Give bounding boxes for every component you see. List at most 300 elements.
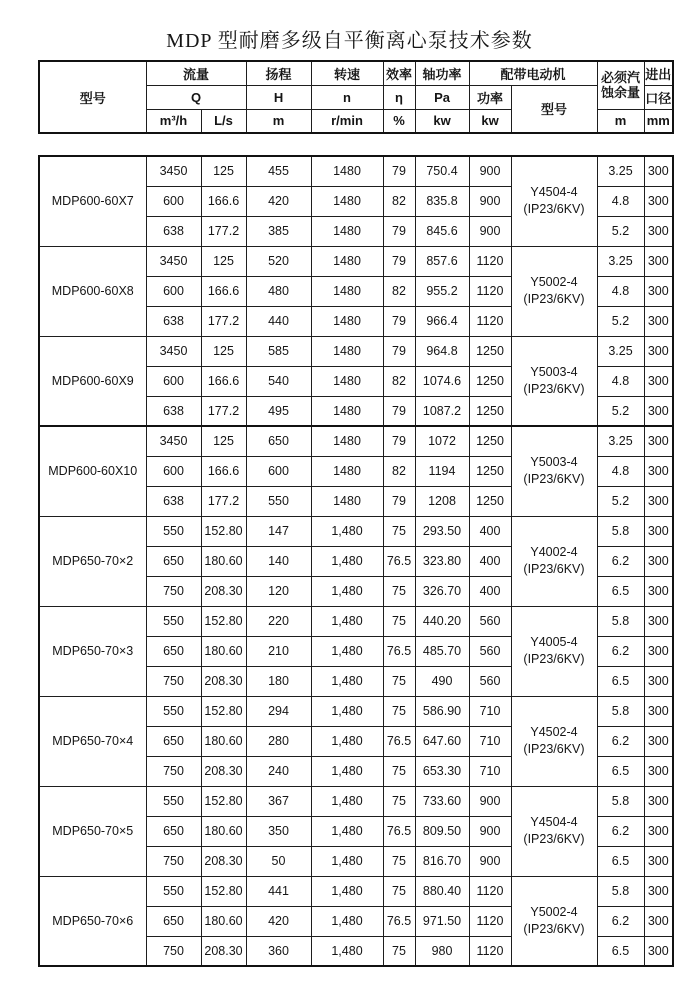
- cell-dia: 300: [644, 936, 673, 966]
- cell-speed: 1480: [311, 486, 383, 516]
- cell-npsh: 4.8: [597, 366, 644, 396]
- cell-dia: 300: [644, 756, 673, 786]
- cell-shaft_kw: 966.4: [415, 306, 469, 336]
- cell-m3h: 650: [146, 816, 201, 846]
- cell-eff: 75: [383, 516, 415, 546]
- cell-speed: 1,480: [311, 936, 383, 966]
- header-row-1: [39, 61, 673, 85]
- cell-dia: 300: [644, 666, 673, 696]
- cell-npsh: 6.5: [597, 756, 644, 786]
- cell-eff: 76.5: [383, 726, 415, 756]
- cell-shaft_kw: 1087.2: [415, 396, 469, 426]
- cell-m3h: 650: [146, 636, 201, 666]
- cell-motor_kw: 1120: [469, 906, 511, 936]
- unit-m3h: m³/h: [146, 109, 201, 133]
- motor-model-text: Y4504-4: [530, 185, 578, 200]
- table-row: [39, 696, 673, 726]
- cell-shaft_kw: 816.70: [415, 846, 469, 876]
- cell-speed: 1,480: [311, 846, 383, 876]
- cell-ls: 166.6: [201, 366, 246, 396]
- table-row: [39, 516, 673, 546]
- flow-symbol: Q: [146, 85, 246, 109]
- table-row: [39, 156, 673, 186]
- cell-eff: 76.5: [383, 636, 415, 666]
- motor-model-cell: [511, 336, 597, 426]
- motor-model-text: Y4502-4: [530, 725, 578, 739]
- cell-motor_kw: 1120: [469, 876, 511, 906]
- cell-shaft_kw: 323.80: [415, 546, 469, 576]
- motor-model-text: Y5002-4: [530, 904, 578, 919]
- cell-eff: 79: [383, 396, 415, 426]
- cell-npsh: 5.8: [597, 606, 644, 636]
- cell-speed: 1,480: [311, 876, 383, 906]
- cell-shaft_kw: 880.40: [415, 876, 469, 906]
- cell-head: 550: [246, 486, 311, 516]
- motor-model-cell: [511, 876, 597, 966]
- cell-motor_kw: 1120: [469, 306, 511, 336]
- cell-ls: 208.30: [201, 936, 246, 966]
- cell-head: 350: [246, 816, 311, 846]
- unit-ls: L/s: [201, 109, 246, 133]
- cell-speed: 1480: [311, 426, 383, 456]
- motor-protection-text: (IP23/6KV): [523, 921, 585, 936]
- npsh-label-line1: 必须汽: [601, 70, 641, 86]
- cell-eff: 76.5: [383, 546, 415, 576]
- cell-motor_kw: 1250: [469, 336, 511, 366]
- cell-ls: 180.60: [201, 906, 246, 936]
- motor-model-cell: [511, 786, 597, 876]
- cell-eff: 75: [383, 846, 415, 876]
- cell-ls: 152.80: [201, 606, 246, 636]
- cell-npsh: 5.8: [597, 516, 644, 546]
- motor-model-label: 型号: [511, 85, 597, 133]
- cell-speed: 1,480: [311, 906, 383, 936]
- cell-ls: 177.2: [201, 396, 246, 426]
- cell-eff: 79: [383, 486, 415, 516]
- cell-ls: 125: [201, 156, 246, 186]
- cell-head: 480: [246, 276, 311, 306]
- cell-eff: 75: [383, 606, 415, 636]
- table-row: [39, 246, 673, 276]
- cell-motor_kw: 560: [469, 666, 511, 696]
- motor-model-cell: [511, 516, 597, 606]
- cell-motor_kw: 560: [469, 636, 511, 666]
- cell-m3h: 638: [146, 486, 201, 516]
- col-header-diameter-line1: 进出: [644, 61, 673, 85]
- cell-npsh: 5.2: [597, 216, 644, 246]
- motor-protection-text: (IP23/6KV): [523, 652, 585, 666]
- cell-eff: 75: [383, 576, 415, 606]
- cell-speed: 1480: [311, 156, 383, 186]
- cell-head: 650: [246, 426, 311, 456]
- col-header-motor: 配带电动机: [469, 61, 597, 85]
- cell-shaft_kw: 733.60: [415, 786, 469, 816]
- cell-motor_kw: 900: [469, 156, 511, 186]
- cell-head: 147: [246, 516, 311, 546]
- cell-motor_kw: 560: [469, 606, 511, 636]
- cell-head: 495: [246, 396, 311, 426]
- cell-eff: 79: [383, 156, 415, 186]
- unit-head: m: [246, 109, 311, 133]
- cell-ls: 152.80: [201, 876, 246, 906]
- cell-m3h: 550: [146, 786, 201, 816]
- cell-head: 220: [246, 606, 311, 636]
- cell-motor_kw: 1250: [469, 456, 511, 486]
- cell-head: 600: [246, 456, 311, 486]
- cell-ls: 125: [201, 336, 246, 366]
- cell-head: 367: [246, 786, 311, 816]
- motor-model-cell: [511, 426, 597, 516]
- cell-motor_kw: 1120: [469, 246, 511, 276]
- cell-eff: 82: [383, 186, 415, 216]
- head-symbol: H: [246, 85, 311, 109]
- col-header-shaft-power: 轴功率: [415, 61, 469, 85]
- cell-dia: 300: [644, 426, 673, 456]
- cell-dia: 300: [644, 246, 673, 276]
- col-header-efficiency: 效率: [383, 61, 415, 85]
- cell-ls: 152.80: [201, 516, 246, 546]
- unit-motor-power: kw: [469, 109, 511, 133]
- cell-ls: 177.2: [201, 216, 246, 246]
- cell-head: 360: [246, 936, 311, 966]
- pump-model-cell: MDP650-70×3: [39, 606, 146, 696]
- motor-protection-text: (IP23/6KV): [523, 832, 585, 846]
- cell-motor_kw: 1250: [469, 366, 511, 396]
- cell-ls: 208.30: [201, 576, 246, 606]
- cell-npsh: 5.2: [597, 486, 644, 516]
- cell-motor_kw: 900: [469, 786, 511, 816]
- cell-eff: 75: [383, 756, 415, 786]
- cell-ls: 125: [201, 246, 246, 276]
- cell-shaft_kw: 485.70: [415, 636, 469, 666]
- cell-npsh: 6.5: [597, 846, 644, 876]
- cell-npsh: 6.2: [597, 906, 644, 936]
- cell-head: 520: [246, 246, 311, 276]
- motor-model-text: Y4005-4: [530, 635, 578, 649]
- cell-eff: 75: [383, 876, 415, 906]
- cell-dia: 300: [644, 576, 673, 606]
- col-header-npsh: [597, 61, 644, 109]
- cell-ls: 125: [201, 426, 246, 456]
- cell-speed: 1480: [311, 186, 383, 216]
- efficiency-symbol: η: [383, 85, 415, 109]
- cell-ls: 180.60: [201, 546, 246, 576]
- cell-ls: 208.30: [201, 846, 246, 876]
- cell-npsh: 3.25: [597, 246, 644, 276]
- cell-dia: 300: [644, 786, 673, 816]
- cell-motor_kw: 1250: [469, 486, 511, 516]
- cell-m3h: 650: [146, 726, 201, 756]
- cell-dia: 300: [644, 846, 673, 876]
- cell-shaft_kw: 440.20: [415, 606, 469, 636]
- cell-dia: 300: [644, 276, 673, 306]
- cell-ls: 180.60: [201, 816, 246, 846]
- cell-motor_kw: 400: [469, 576, 511, 606]
- cell-speed: 1,480: [311, 516, 383, 546]
- motor-model-cell: [511, 606, 597, 696]
- motor-model-cell: [511, 156, 597, 246]
- cell-head: 455: [246, 156, 311, 186]
- cell-eff: 82: [383, 276, 415, 306]
- cell-shaft_kw: 1208: [415, 486, 469, 516]
- cell-motor_kw: 1250: [469, 396, 511, 426]
- cell-motor_kw: 400: [469, 546, 511, 576]
- cell-m3h: 600: [146, 276, 201, 306]
- cell-speed: 1480: [311, 246, 383, 276]
- motor-protection-text: (IP23/6KV): [523, 562, 585, 576]
- cell-speed: 1,480: [311, 666, 383, 696]
- cell-dia: 300: [644, 396, 673, 426]
- cell-head: 420: [246, 906, 311, 936]
- cell-m3h: 600: [146, 366, 201, 396]
- cell-m3h: 650: [146, 546, 201, 576]
- cell-head: 50: [246, 846, 311, 876]
- unit-speed: r/min: [311, 109, 383, 133]
- cell-dia: 300: [644, 696, 673, 726]
- cell-speed: 1,480: [311, 546, 383, 576]
- cell-eff: 82: [383, 366, 415, 396]
- cell-npsh: 3.25: [597, 336, 644, 366]
- pump-model-cell: MDP650-70×4: [39, 696, 146, 786]
- cell-eff: 76.5: [383, 816, 415, 846]
- pump-model-cell: MDP650-70×5: [39, 786, 146, 876]
- cell-ls: 166.6: [201, 276, 246, 306]
- cell-shaft_kw: 326.70: [415, 576, 469, 606]
- pump-model-cell: MDP600-60X10: [39, 426, 146, 516]
- cell-speed: 1,480: [311, 696, 383, 726]
- cell-ls: 180.60: [201, 636, 246, 666]
- motor-protection-text: (IP23/6KV): [523, 381, 585, 396]
- cell-speed: 1,480: [311, 816, 383, 846]
- cell-dia: 300: [644, 726, 673, 756]
- cell-head: 280: [246, 726, 311, 756]
- cell-shaft_kw: 1072: [415, 426, 469, 456]
- cell-shaft_kw: 955.2: [415, 276, 469, 306]
- cell-dia: 300: [644, 606, 673, 636]
- pump-model-cell: MDP650-70×6: [39, 876, 146, 966]
- cell-motor_kw: 900: [469, 846, 511, 876]
- motor-protection-text: (IP23/6KV): [523, 472, 585, 487]
- cell-head: 210: [246, 636, 311, 666]
- cell-head: 585: [246, 336, 311, 366]
- cell-motor_kw: 400: [469, 516, 511, 546]
- cell-ls: 208.30: [201, 666, 246, 696]
- cell-m3h: 3450: [146, 336, 201, 366]
- motor-model-cell: [511, 696, 597, 786]
- cell-dia: 300: [644, 216, 673, 246]
- cell-eff: 75: [383, 936, 415, 966]
- cell-npsh: 6.2: [597, 636, 644, 666]
- cell-speed: 1480: [311, 366, 383, 396]
- unit-efficiency: %: [383, 109, 415, 133]
- cell-npsh: 5.2: [597, 306, 644, 336]
- cell-ls: 152.80: [201, 696, 246, 726]
- cell-npsh: 4.8: [597, 456, 644, 486]
- cell-dia: 300: [644, 516, 673, 546]
- cell-motor_kw: 710: [469, 696, 511, 726]
- cell-speed: 1,480: [311, 606, 383, 636]
- cell-speed: 1,480: [311, 786, 383, 816]
- cell-m3h: 750: [146, 936, 201, 966]
- cell-m3h: 550: [146, 606, 201, 636]
- cell-head: 180: [246, 666, 311, 696]
- cell-dia: 300: [644, 906, 673, 936]
- cell-motor_kw: 900: [469, 216, 511, 246]
- cell-shaft_kw: 1074.6: [415, 366, 469, 396]
- cell-eff: 76.5: [383, 906, 415, 936]
- cell-m3h: 550: [146, 696, 201, 726]
- col-header-flow: 流量: [146, 61, 246, 85]
- motor-model-text: Y5002-4: [530, 275, 578, 289]
- cell-ls: 166.6: [201, 456, 246, 486]
- cell-motor_kw: 900: [469, 816, 511, 846]
- cell-npsh: 5.8: [597, 786, 644, 816]
- cell-speed: 1480: [311, 456, 383, 486]
- cell-m3h: 638: [146, 306, 201, 336]
- cell-speed: 1480: [311, 276, 383, 306]
- cell-eff: 82: [383, 456, 415, 486]
- cell-eff: 75: [383, 696, 415, 726]
- cell-head: 420: [246, 186, 311, 216]
- cell-m3h: 750: [146, 666, 201, 696]
- pump-model-cell: MDP600-60X7: [39, 156, 146, 246]
- table-row: [39, 426, 673, 456]
- cell-m3h: 3450: [146, 246, 201, 276]
- cell-speed: 1480: [311, 396, 383, 426]
- cell-speed: 1480: [311, 306, 383, 336]
- col-header-diameter-line2: 口径: [644, 85, 673, 109]
- cell-m3h: 3450: [146, 426, 201, 456]
- npsh-label-line2: 蚀余量: [601, 85, 641, 101]
- cell-dia: 300: [644, 186, 673, 216]
- cell-eff: 79: [383, 216, 415, 246]
- cell-dia: 300: [644, 546, 673, 576]
- cell-m3h: 638: [146, 396, 201, 426]
- cell-ls: 152.80: [201, 786, 246, 816]
- cell-ls: 166.6: [201, 186, 246, 216]
- cell-shaft_kw: 750.4: [415, 156, 469, 186]
- cell-eff: 79: [383, 426, 415, 456]
- cell-shaft_kw: 653.30: [415, 756, 469, 786]
- cell-dia: 300: [644, 816, 673, 846]
- cell-head: 440: [246, 306, 311, 336]
- cell-npsh: 4.8: [597, 186, 644, 216]
- cell-npsh: 6.2: [597, 726, 644, 756]
- cell-m3h: 750: [146, 576, 201, 606]
- unit-diameter: mm: [644, 109, 673, 133]
- cell-shaft_kw: 835.8: [415, 186, 469, 216]
- cell-motor_kw: 1120: [469, 936, 511, 966]
- motor-power-label: 功率: [469, 85, 511, 109]
- cell-shaft_kw: 647.60: [415, 726, 469, 756]
- cell-npsh: 5.8: [597, 696, 644, 726]
- table-row: [39, 606, 673, 636]
- cell-speed: 1,480: [311, 576, 383, 606]
- motor-protection-text: (IP23/6KV): [523, 742, 585, 756]
- cell-head: 540: [246, 366, 311, 396]
- cell-motor_kw: 710: [469, 756, 511, 786]
- cell-speed: 1,480: [311, 726, 383, 756]
- cell-m3h: 750: [146, 846, 201, 876]
- cell-speed: 1,480: [311, 636, 383, 666]
- cell-ls: 177.2: [201, 486, 246, 516]
- cell-motor_kw: 710: [469, 726, 511, 756]
- cell-dia: 300: [644, 456, 673, 486]
- table-row: [39, 876, 673, 906]
- cell-m3h: 3450: [146, 156, 201, 186]
- cell-m3h: 550: [146, 516, 201, 546]
- cell-shaft_kw: 980: [415, 936, 469, 966]
- motor-protection-text: (IP23/6KV): [523, 202, 585, 217]
- cell-head: 294: [246, 696, 311, 726]
- cell-shaft_kw: 586.90: [415, 696, 469, 726]
- cell-dia: 300: [644, 336, 673, 366]
- cell-shaft_kw: 809.50: [415, 816, 469, 846]
- pump-model-cell: MDP600-60X9: [39, 336, 146, 426]
- cell-motor_kw: 900: [469, 186, 511, 216]
- cell-m3h: 600: [146, 456, 201, 486]
- pump-model-cell: MDP650-70×2: [39, 516, 146, 606]
- col-header-speed: 转速: [311, 61, 383, 85]
- header-table: [38, 60, 674, 134]
- cell-speed: 1,480: [311, 756, 383, 786]
- cell-head: 385: [246, 216, 311, 246]
- cell-ls: 177.2: [201, 306, 246, 336]
- motor-protection-text: (IP23/6KV): [523, 292, 585, 306]
- cell-m3h: 638: [146, 216, 201, 246]
- cell-eff: 75: [383, 666, 415, 696]
- pump-model-cell: MDP600-60X8: [39, 246, 146, 336]
- cell-m3h: 550: [146, 876, 201, 906]
- cell-head: 240: [246, 756, 311, 786]
- cell-head: 140: [246, 546, 311, 576]
- motor-model-text: Y5003-4: [530, 364, 578, 379]
- cell-shaft_kw: 490: [415, 666, 469, 696]
- cell-npsh: 6.5: [597, 576, 644, 606]
- cell-motor_kw: 1120: [469, 276, 511, 306]
- cell-shaft_kw: 293.50: [415, 516, 469, 546]
- cell-dia: 300: [644, 486, 673, 516]
- cell-eff: 79: [383, 246, 415, 276]
- cell-speed: 1480: [311, 336, 383, 366]
- cell-eff: 75: [383, 786, 415, 816]
- cell-npsh: 5.8: [597, 876, 644, 906]
- cell-m3h: 600: [146, 186, 201, 216]
- cell-ls: 180.60: [201, 726, 246, 756]
- unit-npsh: m: [597, 109, 644, 133]
- cell-dia: 300: [644, 876, 673, 906]
- shaft-power-symbol: Pa: [415, 85, 469, 109]
- cell-npsh: 3.25: [597, 426, 644, 456]
- cell-shaft_kw: 964.8: [415, 336, 469, 366]
- speed-symbol: n: [311, 85, 383, 109]
- cell-head: 441: [246, 876, 311, 906]
- motor-model-text: Y5003-4: [530, 455, 578, 470]
- cell-npsh: 5.2: [597, 396, 644, 426]
- cell-head: 120: [246, 576, 311, 606]
- cell-npsh: 3.25: [597, 156, 644, 186]
- cell-npsh: 6.5: [597, 936, 644, 966]
- cell-eff: 79: [383, 336, 415, 366]
- motor-model-text: Y4504-4: [530, 815, 578, 829]
- table-row: [39, 336, 673, 366]
- cell-dia: 300: [644, 366, 673, 396]
- cell-dia: 300: [644, 636, 673, 666]
- col-header-head: 扬程: [246, 61, 311, 85]
- col-header-model: 型号: [39, 61, 146, 133]
- cell-motor_kw: 1250: [469, 426, 511, 456]
- cell-eff: 79: [383, 306, 415, 336]
